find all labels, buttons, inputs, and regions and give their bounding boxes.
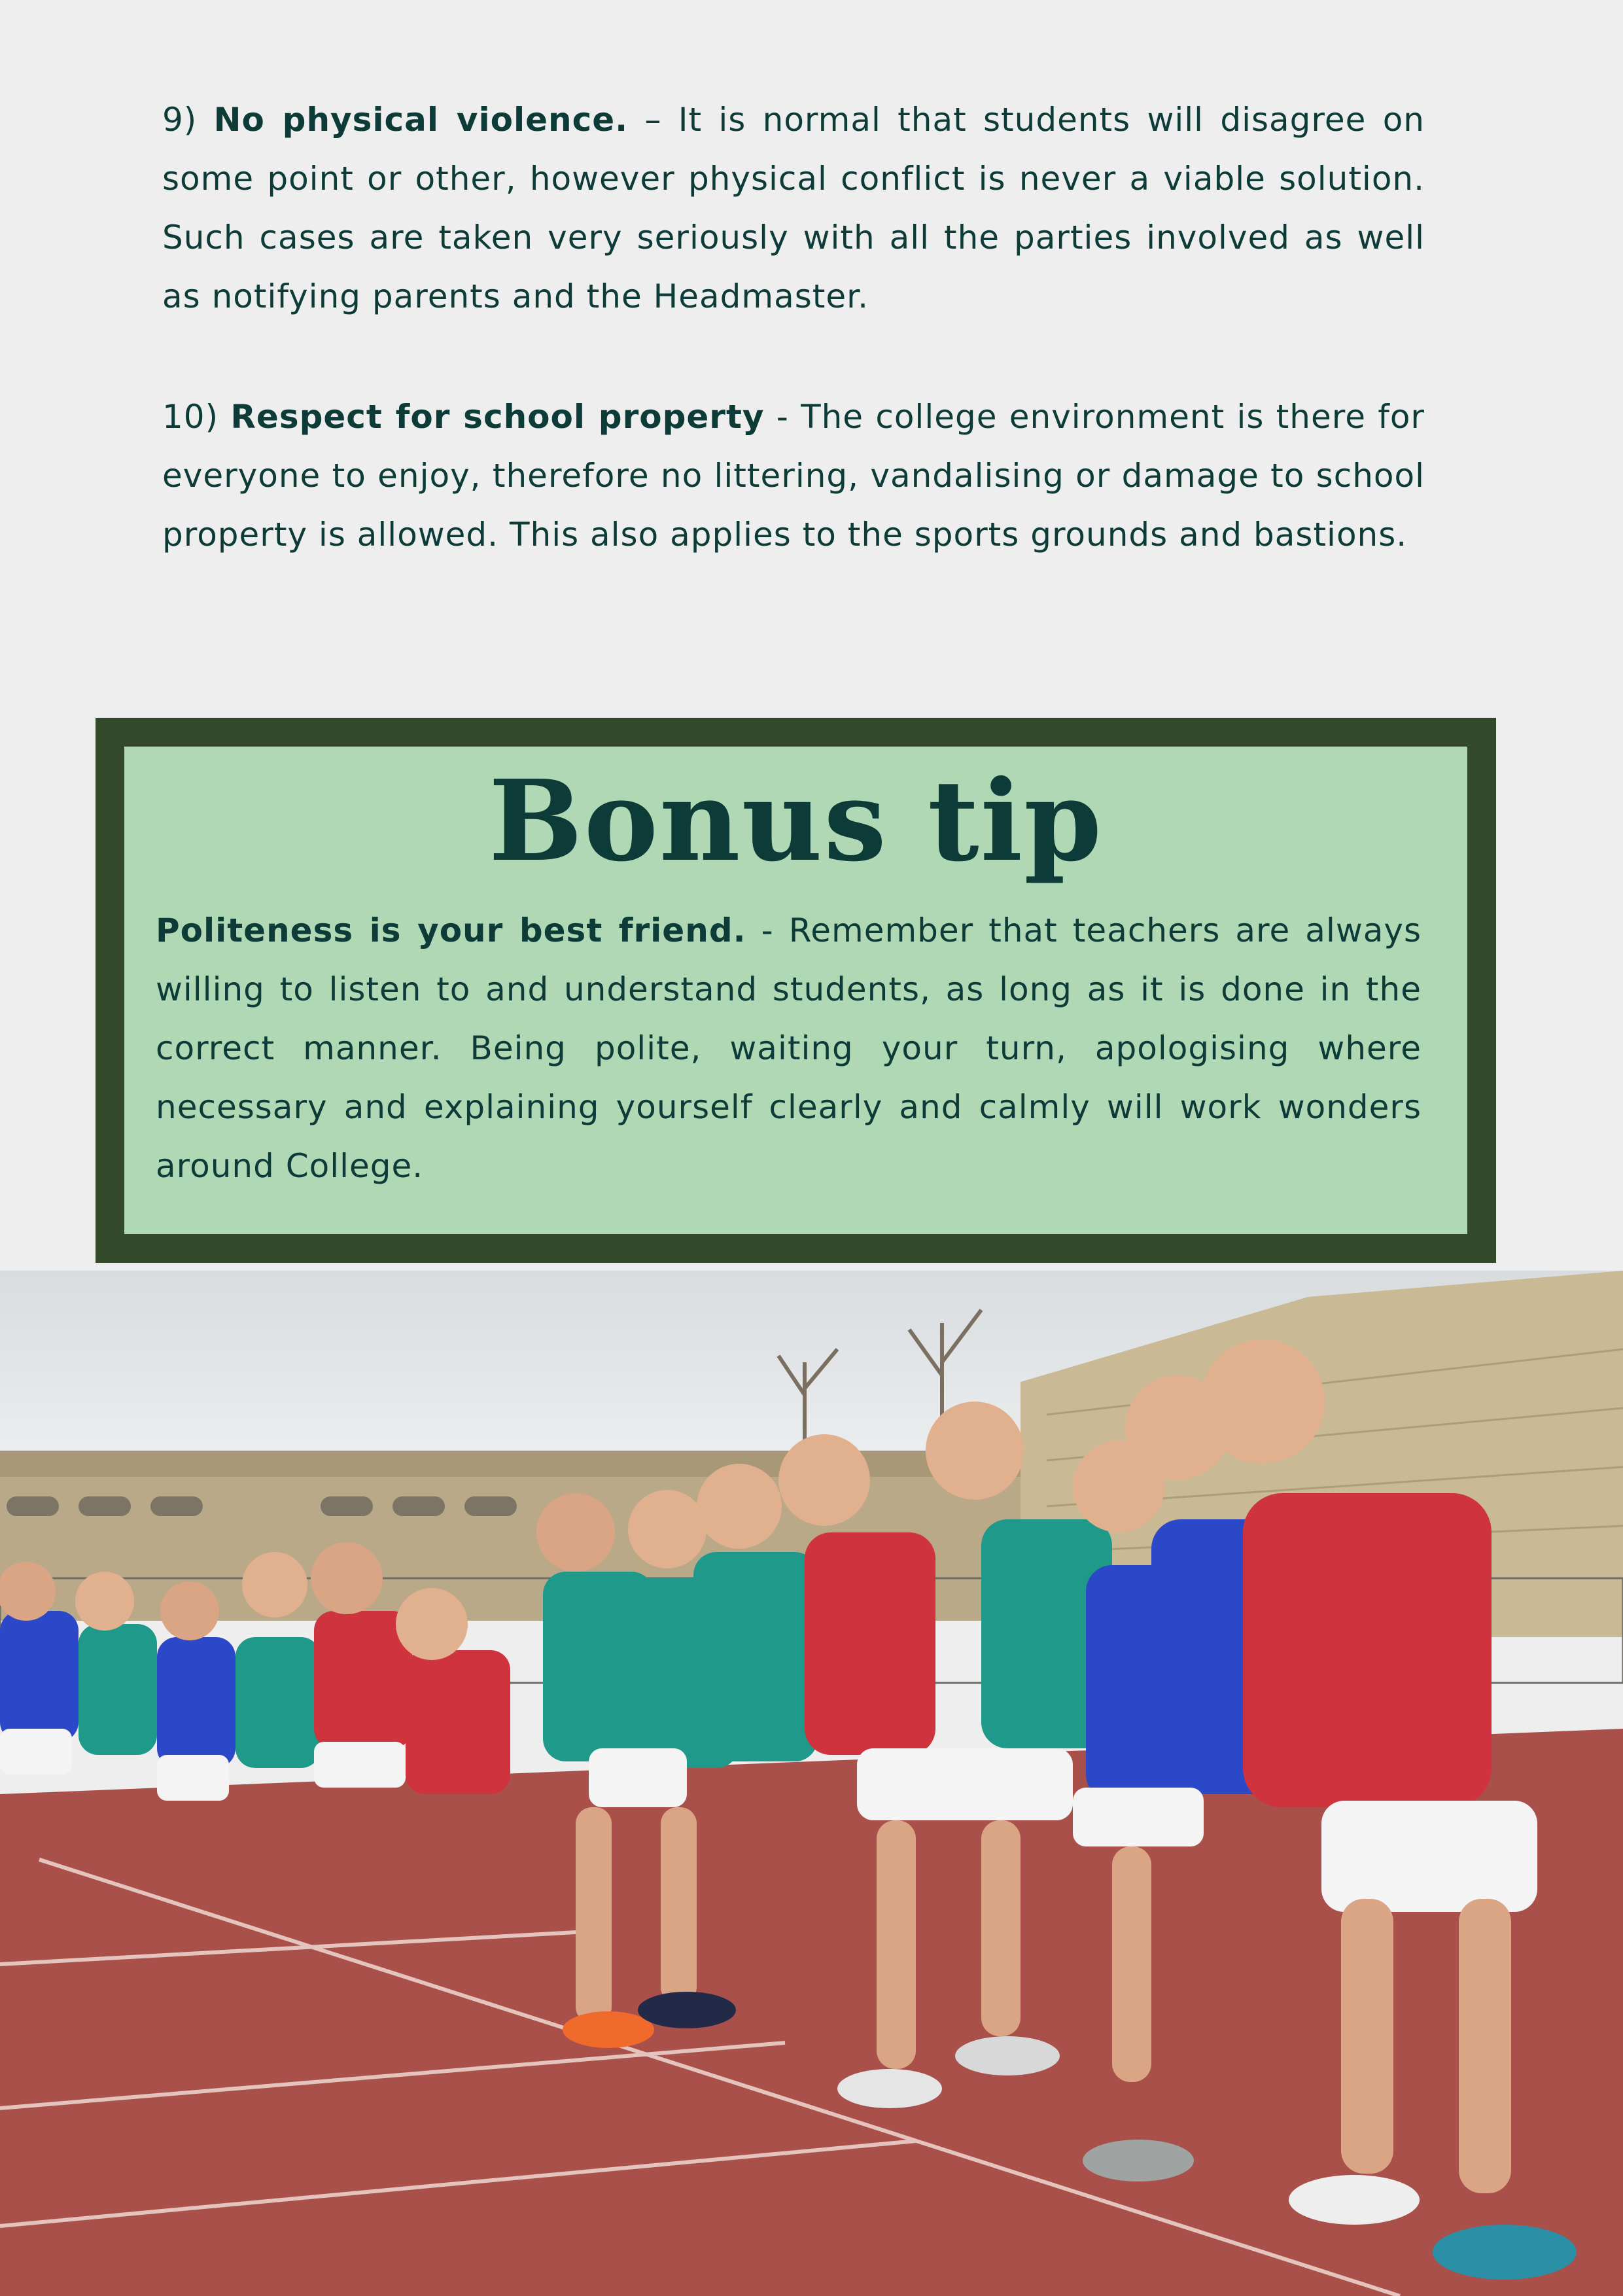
bonus-tip-title: Politeness is your best friend.: [156, 911, 746, 949]
bonus-tip-body: - Remember that teachers are always willing to listen to and understand students, as long as it is done in the correct manner. Being polite, waiting your turn, apologising where necessary and explaining yourself clearly and calmly will work wonders around College.: [156, 911, 1422, 1185]
rule-10-title: Respect for school property: [230, 398, 765, 436]
rule-9-number: 9): [162, 101, 198, 139]
rule-9-text: – It is normal that students will disagree on some point or other, however physical conflict is never a viable solution. Such cases are taken very seriously with all the parties involved as well as notifying parents and the Headmaster.: [162, 101, 1425, 315]
bonus-tip-text: [156, 901, 1422, 1195]
bonus-tip-panel: [124, 747, 1467, 1234]
rule-9-title: No physical violence.: [213, 101, 629, 139]
rule-9: [162, 90, 1425, 326]
race-start-photo: [0, 1271, 1623, 2296]
rule-10-text: - The college environment is there for everyone to enjoy, therefore no littering, vandalising or damage to school property is allowed. This also applies to the sports grounds and bastions.: [162, 398, 1425, 554]
bonus-tip-heading: Bonus tip: [488, 756, 1104, 887]
race-start-illustration: [0, 1271, 1623, 2296]
bonus-tip-box: [96, 718, 1496, 1263]
rule-10: [162, 387, 1425, 564]
rule-10-number: 10): [162, 398, 219, 436]
